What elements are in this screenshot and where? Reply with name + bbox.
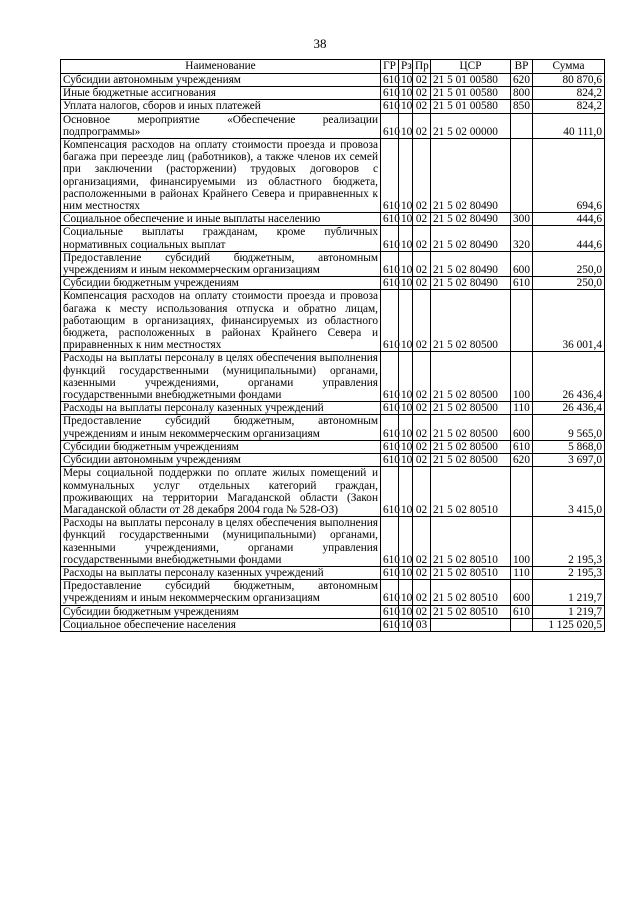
table-row — [61, 87, 605, 100]
cell-csr: 21 5 02 80500 — [431, 290, 511, 352]
cell-pr: 02 — [413, 517, 431, 567]
cell-pr: 02 — [413, 454, 431, 467]
header-name: Наименование — [61, 60, 381, 74]
cell-sum: 80 870,6 — [533, 74, 605, 87]
cell-rz: 10 — [399, 402, 413, 415]
cell-csr: 21 5 02 00000 — [431, 113, 511, 138]
cell-rz: 10 — [399, 87, 413, 100]
cell-name: Предоставление субсидий бюджетным, автономным учреждениям и иным некоммерческим организациям — [61, 251, 381, 276]
cell-csr: 21 5 01 00580 — [431, 87, 511, 100]
cell-name: Расходы на выплаты персоналу казенных учреждений — [61, 402, 381, 415]
cell-vr: 800 — [511, 87, 533, 100]
cell-sum: 5 868,0 — [533, 440, 605, 453]
cell-rz: 10 — [399, 139, 413, 213]
cell-name: Компенсация расходов на оплату стоимости проезда и провоза багажа при переезде лиц (работников), а также членов их семей при заключении (расторжении) трудовых договоров с организациями, финансируемыми из областного бюджета, расположенными в районах Крайнего Севера и приравненных к ним местностях — [61, 139, 381, 213]
cell-vr: 620 — [511, 454, 533, 467]
cell-gr: 610 — [381, 605, 399, 618]
cell-gr: 610 — [381, 415, 399, 440]
cell-gr: 610 — [381, 467, 399, 517]
cell-sum: 3 697,0 — [533, 454, 605, 467]
table-row — [61, 467, 605, 517]
cell-csr: 21 5 02 80500 — [431, 454, 511, 467]
cell-pr: 02 — [413, 566, 431, 579]
cell-csr: 21 5 02 80490 — [431, 213, 511, 226]
cell-pr: 02 — [413, 251, 431, 276]
cell-name: Иные бюджетные ассигнования — [61, 87, 381, 100]
cell-rz: 10 — [399, 277, 413, 290]
cell-vr — [511, 113, 533, 138]
cell-name: Компенсация расходов на оплату стоимости проезда и провоза багажа к месту использования отпуска и обратно лицам, работающим в организациях, финансируемых из областного бюджета, расположенных в районах Крайнего Севера и приравненных к ним местностях — [61, 290, 381, 352]
cell-vr: 600 — [511, 415, 533, 440]
cell-pr: 02 — [413, 226, 431, 251]
cell-csr: 21 5 02 80510 — [431, 467, 511, 517]
header-pr: Пр — [413, 60, 431, 74]
cell-name: Субсидии бюджетным учреждениям — [61, 605, 381, 618]
cell-name: Предоставление субсидий бюджетным, автономным учреждениям и иным некоммерческим организациям — [61, 580, 381, 605]
cell-pr: 02 — [413, 87, 431, 100]
cell-pr: 02 — [413, 580, 431, 605]
cell-vr — [511, 290, 533, 352]
cell-rz: 10 — [399, 113, 413, 138]
table-row — [61, 605, 605, 618]
cell-gr: 610 — [381, 454, 399, 467]
cell-pr: 02 — [413, 74, 431, 87]
cell-sum: 9 565,0 — [533, 415, 605, 440]
cell-csr: 21 5 02 80500 — [431, 415, 511, 440]
cell-vr: 600 — [511, 580, 533, 605]
table-row — [61, 618, 605, 631]
cell-name: Расходы на выплаты персоналу в целях обеспечения выполнения функций государственными (муниципальными) органами, казенными учреждениями, органами управления государственными внебюджетными фондами — [61, 517, 381, 567]
cell-vr: 610 — [511, 277, 533, 290]
cell-sum: 824,2 — [533, 100, 605, 113]
cell-sum: 3 415,0 — [533, 467, 605, 517]
table-row — [61, 402, 605, 415]
cell-name: Субсидии автономным учреждениям — [61, 454, 381, 467]
cell-rz: 10 — [399, 618, 413, 631]
cell-sum: 1 219,7 — [533, 605, 605, 618]
cell-csr: 21 5 02 80510 — [431, 566, 511, 579]
cell-gr: 610 — [381, 566, 399, 579]
cell-pr: 02 — [413, 440, 431, 453]
header-rz: Рз — [399, 60, 413, 74]
cell-pr: 02 — [413, 402, 431, 415]
cell-sum: 694,6 — [533, 139, 605, 213]
cell-gr: 610 — [381, 352, 399, 402]
cell-gr: 610 — [381, 74, 399, 87]
cell-sum: 250,0 — [533, 277, 605, 290]
table-row — [61, 74, 605, 87]
cell-csr: 21 5 02 80510 — [431, 580, 511, 605]
cell-vr — [511, 467, 533, 517]
cell-name: Социальное обеспечение населения — [61, 618, 381, 631]
cell-sum: 40 111,0 — [533, 113, 605, 138]
cell-csr: 21 5 02 80510 — [431, 605, 511, 618]
cell-sum: 26 436,4 — [533, 402, 605, 415]
table-row — [61, 415, 605, 440]
cell-gr: 610 — [381, 139, 399, 213]
cell-pr: 02 — [413, 605, 431, 618]
cell-gr: 610 — [381, 251, 399, 276]
cell-csr: 21 5 02 80490 — [431, 139, 511, 213]
cell-sum: 26 436,4 — [533, 352, 605, 402]
cell-name: Уплата налогов, сборов и иных платежей — [61, 100, 381, 113]
cell-name: Основное мероприятие «Обеспечение реализации подпрограммы» — [61, 113, 381, 138]
table-row — [61, 100, 605, 113]
table-row — [61, 213, 605, 226]
cell-vr: 610 — [511, 605, 533, 618]
cell-gr: 610 — [381, 87, 399, 100]
table-row — [61, 139, 605, 213]
cell-pr: 02 — [413, 352, 431, 402]
table-row — [61, 566, 605, 579]
cell-name: Расходы на выплаты персоналу в целях обеспечения выполнения функций государственными (муниципальными) органами, казенными учреждениями, органами управления государственными внебюджетными фондами — [61, 352, 381, 402]
cell-pr: 02 — [413, 467, 431, 517]
cell-rz: 10 — [399, 226, 413, 251]
cell-pr: 02 — [413, 113, 431, 138]
cell-rz: 10 — [399, 580, 413, 605]
cell-sum: 2 195,3 — [533, 517, 605, 567]
cell-name: Меры социальной поддержки по оплате жилых помещений и коммунальных услуг отдельных категорий граждан, проживающих на территории Магаданской области (Закон Магаданской области от 28 декабря 2004 года № 528-ОЗ) — [61, 467, 381, 517]
cell-pr: 03 — [413, 618, 431, 631]
cell-gr: 610 — [381, 226, 399, 251]
table-row — [61, 113, 605, 138]
cell-rz: 10 — [399, 454, 413, 467]
cell-csr: 21 5 02 80490 — [431, 277, 511, 290]
table-row — [61, 352, 605, 402]
cell-rz: 10 — [399, 566, 413, 579]
cell-gr: 610 — [381, 618, 399, 631]
cell-sum: 444,6 — [533, 213, 605, 226]
cell-gr: 610 — [381, 580, 399, 605]
cell-pr: 02 — [413, 139, 431, 213]
table-row — [61, 580, 605, 605]
cell-csr: 21 5 02 80490 — [431, 251, 511, 276]
table-row — [61, 226, 605, 251]
cell-gr: 610 — [381, 402, 399, 415]
budget-table — [60, 59, 605, 632]
cell-rz: 10 — [399, 467, 413, 517]
cell-gr: 610 — [381, 113, 399, 138]
cell-vr: 100 — [511, 352, 533, 402]
cell-pr: 02 — [413, 100, 431, 113]
cell-vr — [511, 139, 533, 213]
cell-csr: 21 5 01 00580 — [431, 100, 511, 113]
cell-csr — [431, 618, 511, 631]
cell-sum: 1 219,7 — [533, 580, 605, 605]
cell-name: Субсидии бюджетным учреждениям — [61, 440, 381, 453]
cell-vr: 110 — [511, 402, 533, 415]
cell-vr: 320 — [511, 226, 533, 251]
table-row — [61, 517, 605, 567]
cell-csr: 21 5 02 80500 — [431, 402, 511, 415]
table-row — [61, 251, 605, 276]
cell-gr: 610 — [381, 517, 399, 567]
cell-name: Предоставление субсидий бюджетным, автономным учреждениям и иным некоммерческим организациям — [61, 415, 381, 440]
cell-rz: 10 — [399, 251, 413, 276]
cell-name: Расходы на выплаты персоналу казенных учреждений — [61, 566, 381, 579]
cell-rz: 10 — [399, 440, 413, 453]
cell-sum: 824,2 — [533, 87, 605, 100]
cell-vr: 300 — [511, 213, 533, 226]
cell-sum: 1 125 020,5 — [533, 618, 605, 631]
cell-gr: 610 — [381, 100, 399, 113]
cell-csr: 21 5 02 80490 — [431, 226, 511, 251]
table-header-row — [61, 60, 605, 74]
cell-sum: 36 001,4 — [533, 290, 605, 352]
cell-rz: 10 — [399, 352, 413, 402]
cell-vr: 600 — [511, 251, 533, 276]
cell-csr: 21 5 02 80500 — [431, 352, 511, 402]
cell-rz: 10 — [399, 213, 413, 226]
cell-vr — [511, 618, 533, 631]
table-row — [61, 277, 605, 290]
cell-vr: 610 — [511, 440, 533, 453]
cell-csr: 21 5 02 80500 — [431, 440, 511, 453]
table-row — [61, 290, 605, 352]
cell-vr: 110 — [511, 566, 533, 579]
cell-vr: 620 — [511, 74, 533, 87]
cell-name: Субсидии бюджетным учреждениям — [61, 277, 381, 290]
cell-sum: 250,0 — [533, 251, 605, 276]
cell-name: Социальные выплаты гражданам, кроме публичных нормативных социальных выплат — [61, 226, 381, 251]
cell-pr: 02 — [413, 290, 431, 352]
cell-rz: 10 — [399, 517, 413, 567]
header-sum: Сумма — [533, 60, 605, 74]
cell-pr: 02 — [413, 415, 431, 440]
cell-sum: 2 195,3 — [533, 566, 605, 579]
table-row — [61, 440, 605, 453]
cell-rz: 10 — [399, 74, 413, 87]
table-row — [61, 454, 605, 467]
header-vr: ВР — [511, 60, 533, 74]
cell-rz: 10 — [399, 290, 413, 352]
cell-csr: 21 5 01 00580 — [431, 74, 511, 87]
header-gr: ГР — [381, 60, 399, 74]
cell-name: Социальное обеспечение и иные выплаты населению — [61, 213, 381, 226]
cell-vr: 850 — [511, 100, 533, 113]
cell-sum: 444,6 — [533, 226, 605, 251]
header-csr: ЦСР — [431, 60, 511, 74]
cell-rz: 10 — [399, 100, 413, 113]
cell-gr: 610 — [381, 440, 399, 453]
cell-name: Субсидии автономным учреждениям — [61, 74, 381, 87]
page-number: 38 — [313, 36, 327, 51]
table-body — [61, 74, 605, 632]
cell-csr: 21 5 02 80510 — [431, 517, 511, 567]
cell-pr: 02 — [413, 213, 431, 226]
cell-rz: 10 — [399, 415, 413, 440]
cell-vr: 100 — [511, 517, 533, 567]
cell-gr: 610 — [381, 213, 399, 226]
cell-pr: 02 — [413, 277, 431, 290]
cell-rz: 10 — [399, 605, 413, 618]
cell-gr: 610 — [381, 290, 399, 352]
cell-gr: 610 — [381, 277, 399, 290]
